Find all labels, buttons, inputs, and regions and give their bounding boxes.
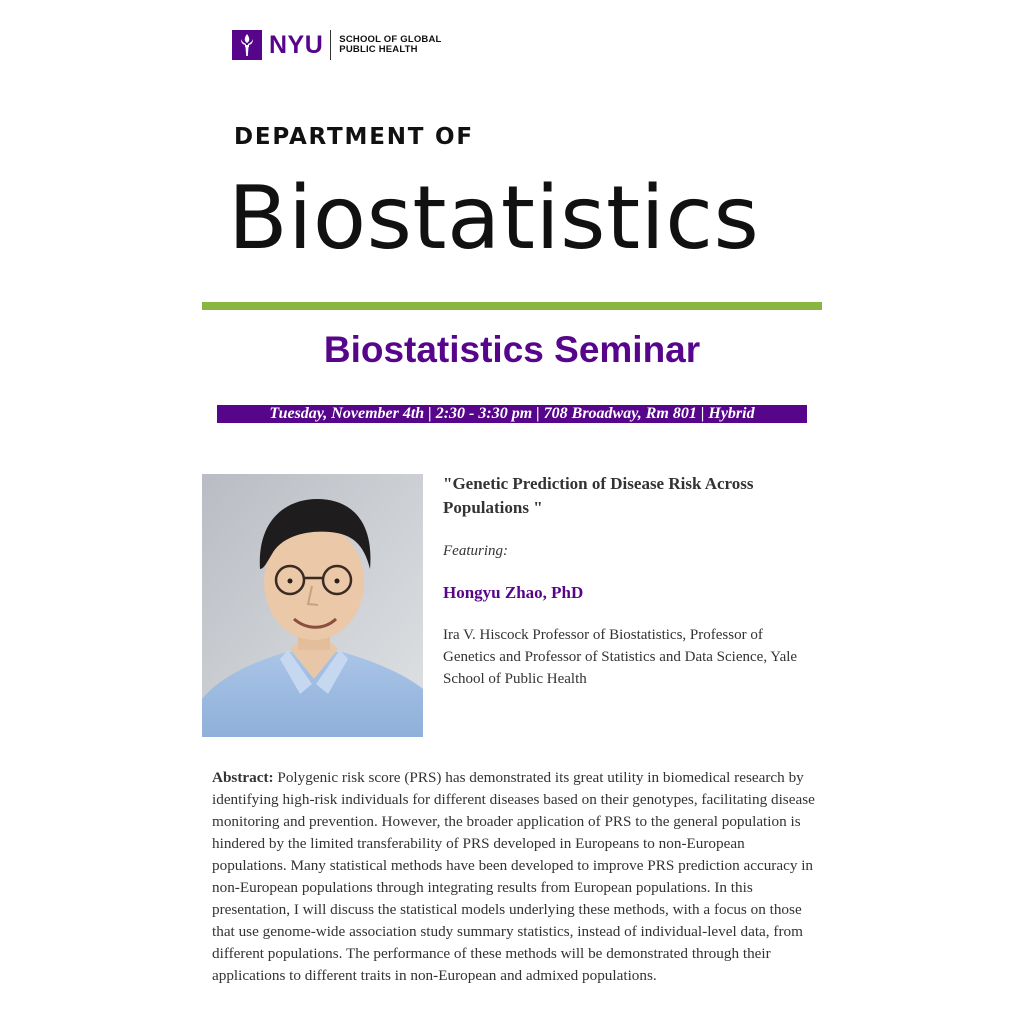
school-name-line-1: SCHOOL OF GLOBAL xyxy=(339,34,442,45)
department-prefix: DEPARTMENT OF xyxy=(234,124,474,150)
department-name: Biostatistics xyxy=(228,167,760,269)
talk-title: "Genetic Prediction of Disease Risk Across Populations " xyxy=(443,474,754,517)
speaker-photo xyxy=(202,474,423,737)
school-name xyxy=(339,35,441,55)
nyu-wordmark: NYU xyxy=(269,31,324,59)
abstract-text: Polygenic risk score (PRS) has demonstrated its great utility in biomedical research by identifying high-risk individuals for different diseases based on their genotypes, facilitating disease monitoring and prevention. However, the broader application of PRS to the general population is hindered by the limited transferability of PRS developed in Europeans to non-European populations. Many statistical methods have been developed to improve PRS prediction accuracy in non-European populations through integrating results from European populations. In this presentation, I will discuss the statistical models underlying these methods, with a focus on those that use genome-wide association study summary statistics, instead of individual-level data, from different populations. The performance of these methods will be demonstrated through their applications to different traits in non-European and admixed populations. xyxy=(212,769,815,984)
torch-icon xyxy=(232,30,262,60)
accent-divider xyxy=(202,302,822,310)
seminar-title: Biostatistics Seminar xyxy=(323,329,701,370)
nyu-logo xyxy=(232,30,442,60)
speaker-name: Hongyu Zhao, PhD xyxy=(443,583,584,602)
school-name-line-2: PUBLIC HEALTH xyxy=(339,44,418,55)
logo-divider xyxy=(330,30,331,60)
featuring-label: Featuring: xyxy=(443,543,508,559)
speaker-affiliation: Ira V. Hiscock Professor of Biostatistics, Professor of Genetics and Professor of Statistics and Data Science, Yale School of Public Health xyxy=(443,627,798,687)
abstract-label: Abstract: xyxy=(212,769,274,786)
abstract xyxy=(212,767,815,987)
event-details-banner: Tuesday, November 4th | 2:30 - 3:30 pm | 708 Broadway, Rm 801 | Hybrid xyxy=(217,405,807,423)
